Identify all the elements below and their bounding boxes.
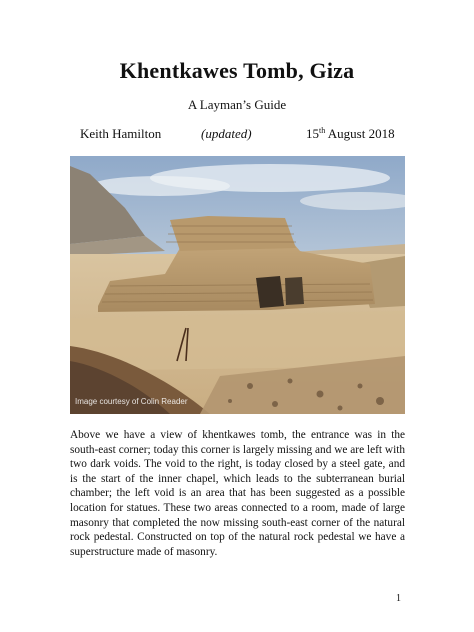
document-subtitle: A Layman’s Guide [187,97,287,112]
document-title: Khentkawes Tomb, Giza [119,58,355,83]
date-day: 15 [306,126,319,141]
tomb-photograph [70,156,405,414]
update-status: (updated) [201,126,252,141]
tomb-photo-illustration [70,156,405,414]
body-paragraph: Above we have a view of khentkawes tomb, the entrance was in the south-east corner; today this corner is largely missing and we are left with two dark voids. The void to the right, is today closed by a steel gate, and is the start of the inner chapel, which leads to the subterranean burial chamber; the left void is an area that has been suggested as a possible location for statues. These two areas connected to a room, made of large masonry that completed the now missing south-east corner of the natural rock pedestal. Constructed on top of the natural rock pedestal we have a superstructure made of masonry. [70,429,405,558]
page-number: 1 [396,593,401,604]
date-month-year: August 2018 [325,126,395,141]
author-name: Keith Hamilton [80,126,162,141]
publication-date [306,126,395,142]
date-suffix: th [319,126,326,135]
image-credit: Image courtesy of Colin Reader [75,397,188,406]
